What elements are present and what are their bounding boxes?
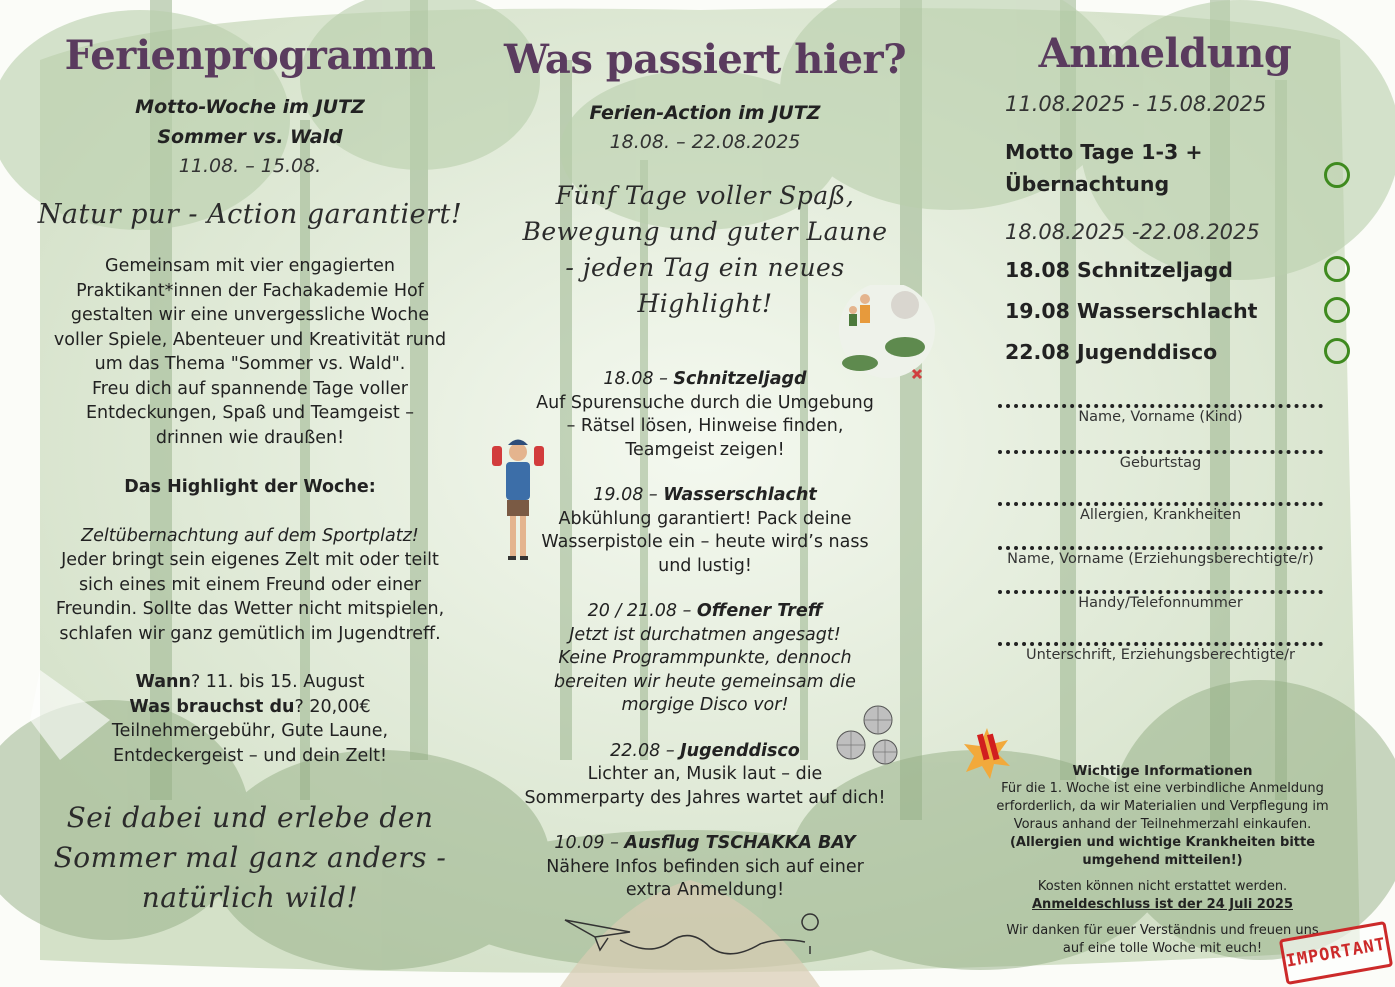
action-slogan [480,178,930,322]
event-date: 19.08 – [593,485,664,505]
week1-dates: 11.08.2025 - 15.08.2025 [1005,92,1267,116]
field-guardian-name[interactable] [998,546,1323,568]
intro-line: um das Thema "Sommer vs. Wald". [94,354,406,374]
info-thanks: auf eine tolle Woche mit euch! [1062,941,1263,956]
slogan-line: Bewegung und guter Laune [522,217,888,246]
week2-dates: 18.08.2025 -22.08.2025 [1005,220,1260,244]
paper-plane-trail-icon [560,912,830,967]
field-label: Unterschrift, Erziehungsberechtigte/r [1025,647,1296,663]
highlight-title: Zeltübernachtung auf dem Sportplatz! [81,525,419,546]
intro-line: Freu dich auf spannende Tage voller [92,378,408,399]
checkbox-motto-tage[interactable] [1324,162,1350,188]
action-heading: Ferien-Action im JUTZ [589,102,821,124]
needs-value: ? 20,00€ [294,696,371,717]
highlight-line: sich eines mit einem Freund oder einer [78,574,422,595]
needs-detail: Teilnehmergebühr, Gute Laune, [111,721,389,741]
option-schnitzeljagd [1005,254,1350,286]
page-title-ferienprogramm: Ferienprogramm [64,32,436,79]
event-heading [480,832,930,856]
info-bold-line: (Allergien und wichtige Krankheiten bitte [1009,835,1316,850]
event-line: und lustig! [658,555,752,576]
motto-dates: 11.08. – 15.08. [178,155,322,177]
info-deadline: Anmeldeschluss ist der 24 Juli 2025 [1032,897,1293,912]
event-date: 22.08 – [610,740,681,761]
field-child-name[interactable] [998,404,1323,426]
event-line: Abkühlung garantiert! Pack deine [558,508,852,529]
event-line: Sommerparty des Jahres wartet auf dich! [524,787,886,808]
event-line: Wasserpistole ein – heute wird’s nass [541,532,869,552]
field-label: Name, Vorname (Kind) [1078,409,1243,425]
highlight-line: schlafen wir ganz gemütlich im Jugendtreff. [59,623,441,644]
event-name: Wasserschlacht [663,485,817,505]
intro-line: drinnen wie draußen! [155,427,345,448]
intro-line: Entdeckungen, Spaß und Teamgeist – [85,403,415,423]
column-anmeldung [980,0,1375,664]
motto-line-2: Sommer vs. Wald [157,126,343,148]
info-thanks: Wir danken für euer Verständnis und freuen uns [1006,923,1319,938]
event-line: morgige Disco vor! [621,695,789,715]
needs-line [30,695,470,720]
event-date: 18.08 – [603,369,674,389]
when-label: Wann [135,672,191,692]
info-line: erforderlich, da wir Materialien und Verpflegung im [996,799,1329,814]
field-label: Geburtstag [1119,455,1202,471]
column-was-passiert-hier [480,0,930,903]
option-label: 19.08 Wasserschlacht [1005,299,1258,323]
highlight-heading: Das Highlight der Woche: [124,477,376,497]
highlight-text [30,548,470,646]
field-label: Handy/Telefonnummer [1078,595,1243,611]
motto-heading [30,92,470,152]
needs-label: Was brauchst du [129,696,295,717]
closing-line: Sommer mal ganz anders - [53,841,447,874]
action-dates: 18.08. – 22.08.2025 [609,131,801,153]
checkbox-schnitzeljagd[interactable] [1324,256,1350,282]
closing-line: Sei dabei und erlebe den [66,801,434,834]
info-cost: Kosten können nicht erstattet werden. [1037,879,1288,894]
intro-line: Praktikant*innen der Fachakademie Hof [76,280,424,301]
option-wasserschlacht [1005,295,1350,327]
closing-line: natürlich wild! [141,881,359,914]
event-wasserschlacht [480,484,930,578]
checkbox-jugenddisco[interactable] [1324,338,1350,364]
intro-text [30,254,470,450]
event-line: Auf Spurensuche durch die Umgebung [536,392,874,413]
event-name: Schnitzeljagd [673,369,807,389]
event-ausflug [480,832,930,903]
important-info-box [985,762,1340,958]
event-heading [480,484,930,508]
details-block [30,670,470,768]
event-line: Teamgeist zeigen! [625,439,785,460]
slogan-line: Highlight! [637,289,773,318]
intro-line: Gemeinsam mit vier engagierten [105,256,395,276]
checkbox-wasserschlacht[interactable] [1324,297,1350,323]
option-label: 22.08 Jugenddisco [1005,340,1218,364]
intro-line: gestalten wir eine unvergessliche Woche [70,305,430,325]
event-line: – Rätsel lösen, Hinweise finden, [566,416,844,436]
field-signature[interactable] [998,642,1323,664]
slogan-line: Fünf Tage voller Spaß, [555,181,855,210]
when-value: ? 11. bis 15. August [190,672,365,692]
info-line: Für die 1. Woche ist eine verbindliche Anmeldung [1001,781,1324,796]
event-date: 20 / 21.08 – [587,601,697,621]
field-birthday[interactable] [998,450,1323,472]
option-motto-tage [1005,136,1350,200]
event-name: Offener Treff [696,601,823,621]
event-heading [480,600,930,624]
event-heading [480,740,930,764]
when-line [30,670,470,695]
closing-slogan [30,798,470,918]
event-line: Nähere Infos befinden sich auf einer [546,856,864,877]
field-phone[interactable] [998,590,1323,612]
event-line: Keine Programmpunkte, dennoch [558,648,852,668]
option-jugenddisco [1005,336,1350,368]
event-offener-treff [480,600,930,718]
info-heading: Wichtige Informationen [1072,763,1253,779]
event-schnitzeljagd [480,368,930,462]
highlight-line: Jeder bringt sein eigenes Zelt mit oder teilt [61,550,439,570]
field-label: Allergien, Krankheiten [1079,507,1242,523]
event-line: Jetzt ist durchatmen angesagt! [569,624,841,645]
field-label: Name, Vorname (Erziehungsberechtigte/r) [1007,551,1314,567]
event-line: extra Anmeldung! [625,880,785,900]
page-title-anmeldung: Anmeldung [1038,30,1292,77]
highlight-line: Freundin. Sollte das Wetter nicht mitspielen, [55,599,445,619]
motto-line-1: Motto-Woche im JUTZ [135,96,365,118]
stamp-text: IMPORTANT [1284,934,1388,972]
event-name: Jugenddisco [680,740,800,761]
column-ferienprogramm [30,0,470,918]
event-name: Ausflug TSCHAKKA BAY [624,833,856,853]
field-allergies[interactable] [998,502,1323,524]
info-line: Voraus anhand der Teilnehmerzahl einkaufen. [1013,817,1312,832]
option-label: Motto Tage 1-3 + [1005,140,1203,164]
event-jugenddisco [480,740,930,811]
page-title-was-passiert: Was passiert hier? [503,36,907,83]
slogan-line: - jeden Tag ein neues [565,253,845,282]
slogan: Natur pur - Action garantiert! [37,199,463,230]
event-heading [480,368,930,392]
intro-line: voller Spiele, Abenteuer und Kreativität rund [53,329,447,350]
event-line: Lichter an, Musik laut – die [587,764,823,784]
option-label: 18.08 Schnitzeljagd [1005,258,1233,282]
event-date: 10.09 – [554,833,625,853]
needs-detail: Entdeckergeist – und dein Zelt! [112,745,387,766]
event-line: bereiten wir heute gemeinsam die [554,671,856,692]
info-bold-line: umgehend mitteilen!) [1082,853,1243,868]
option-label: Übernachtung [1005,172,1170,196]
